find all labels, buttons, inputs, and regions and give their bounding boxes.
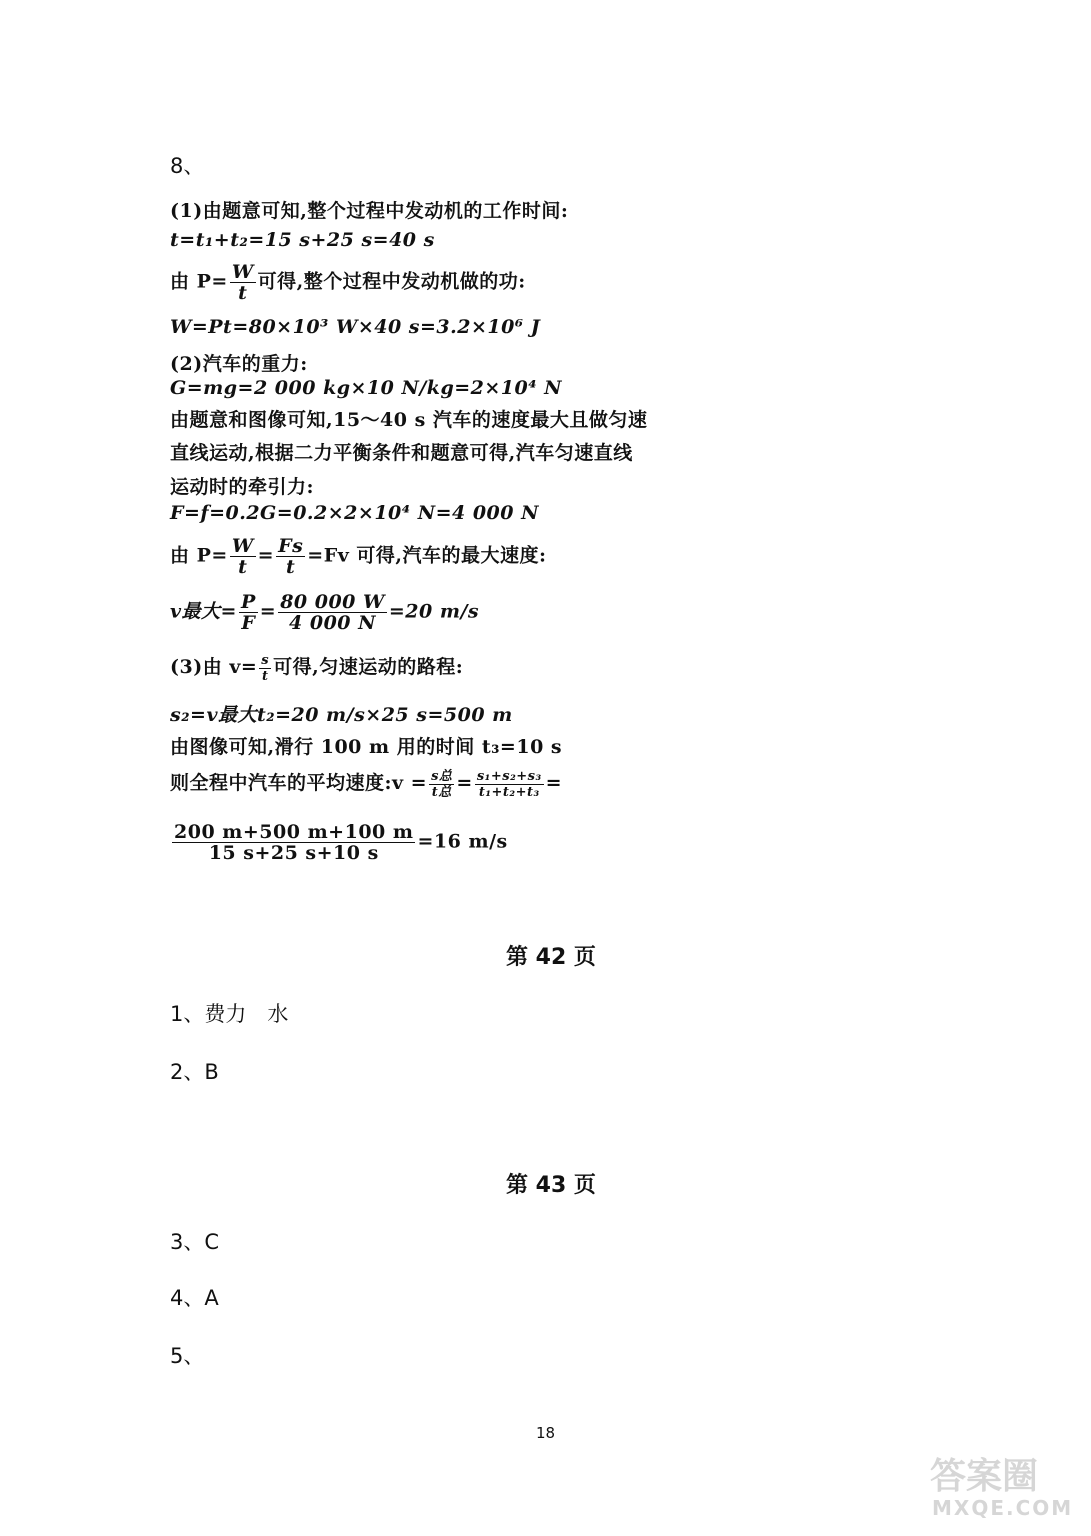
fraction-numerator: 80 000 W: [280, 591, 385, 613]
fraction-denominator: t: [238, 282, 248, 304]
glide-time-line: 由图像可知,滑行 100 m 用的时间 t₃=10 s: [170, 736, 563, 758]
page-42-heading: 第 42 页: [506, 945, 596, 970]
fraction-numerator: s: [261, 652, 270, 668]
part3-suffix: 可得,匀速运动的路程:: [273, 656, 464, 678]
final-rhs: =16 m/s: [417, 830, 508, 853]
max-velocity-equation: [170, 592, 479, 633]
motion-text-line-1: 由题意和图像可知,15～40 s 汽车的速度最大且做匀速: [170, 409, 648, 431]
fraction-numerator: Fs: [278, 535, 304, 557]
fv-suffix: =Fv 可得,汽车的最大速度:: [307, 544, 547, 567]
question-number: 8、: [170, 154, 205, 178]
solution-part2-intro: (2)汽车的重力:: [170, 353, 308, 375]
fraction-denominator: t: [286, 556, 296, 578]
force-equation: F=f=0.2G=0.2×2×10⁴ N=4 000 N: [170, 502, 539, 524]
work-equation: W=Pt=80×10³ W×40 s=3.2×10⁶ J: [170, 316, 541, 338]
fraction-denominator: t: [238, 556, 248, 578]
page-43-heading: 第 43 页: [506, 1173, 596, 1198]
watermark-logo: 答案圈: [930, 1456, 1039, 1497]
equals-sign: =: [545, 772, 563, 794]
fv-formula-line: [170, 536, 546, 577]
fv-fraction-2: [276, 536, 305, 577]
equals-sign: =: [456, 772, 473, 794]
fraction-denominator: F: [241, 612, 256, 634]
equals-sign: =: [257, 544, 275, 567]
fraction-numerator: s₁+s₂+s₃: [476, 768, 542, 784]
time-equation: t=t₁+t₂=15 s+25 s=40 s: [170, 229, 435, 251]
vmax-lhs: v最大=: [170, 600, 237, 623]
power-formula-prefix: 由 P=: [170, 270, 228, 293]
fraction-numerator: 200 m+500 m+100 m: [174, 821, 414, 843]
solution-part1-intro: (1)由题意可知,整个过程中发动机的工作时间:: [170, 200, 569, 222]
average-velocity-line: [170, 768, 562, 800]
power-formula-suffix: 可得,整个过程中发动机做的功:: [257, 270, 526, 293]
answer-item: 4、A: [170, 1286, 219, 1310]
avg-prefix: 则全程中汽车的平均速度:v =: [170, 772, 428, 794]
part3-prefix: (3)由 v=: [170, 656, 258, 678]
power-formula-line: [170, 262, 526, 303]
gravity-equation: G=mg=2 000 kg×10 N/kg=2×10⁴ N: [170, 377, 563, 399]
fraction-denominator: t₁+t₂+t₃: [478, 784, 540, 800]
fraction-denominator: 15 s+25 s+10 s: [208, 842, 379, 864]
fraction-denominator: 4 000 N: [289, 612, 377, 634]
fraction-numerator: W: [231, 535, 254, 557]
velocity-fraction: [259, 653, 271, 684]
final-fraction: [172, 822, 415, 863]
avg-fraction-1: [429, 769, 454, 800]
average-velocity-result: [170, 822, 508, 863]
fv-fraction-1: [230, 536, 256, 577]
answer-item: 1、费力 水: [170, 1002, 289, 1026]
motion-text-line-3: 运动时的牵引力:: [170, 476, 315, 498]
avg-fraction-2: [475, 769, 544, 800]
fraction-numerator: W: [231, 261, 254, 283]
fraction-numerator: P: [240, 591, 256, 613]
answer-item: 5、: [170, 1344, 205, 1368]
page-number: 18: [536, 1424, 556, 1442]
fraction-denominator: t: [261, 668, 269, 684]
answer-item: 2、B: [170, 1060, 219, 1084]
motion-text-line-2: 直线运动,根据二力平衡条件和题意可得,汽车匀速直线: [170, 442, 633, 464]
solution-part3-intro: [170, 652, 463, 684]
distance-equation: s₂=v最大t₂=20 m/s×25 s=500 m: [170, 704, 513, 726]
vmax-fraction-1: [239, 592, 258, 633]
fraction-numerator: s总: [431, 768, 453, 784]
answer-item: 3、C: [170, 1230, 220, 1254]
fv-prefix: 由 P=: [170, 544, 228, 567]
equals-sign: =: [259, 600, 277, 623]
watermark-url: MXQE.COM: [932, 1496, 1074, 1520]
vmax-rhs: =20 m/s: [388, 600, 480, 623]
vmax-fraction-2: [278, 592, 387, 633]
power-fraction: [230, 262, 256, 303]
fraction-denominator: t总: [431, 784, 452, 800]
